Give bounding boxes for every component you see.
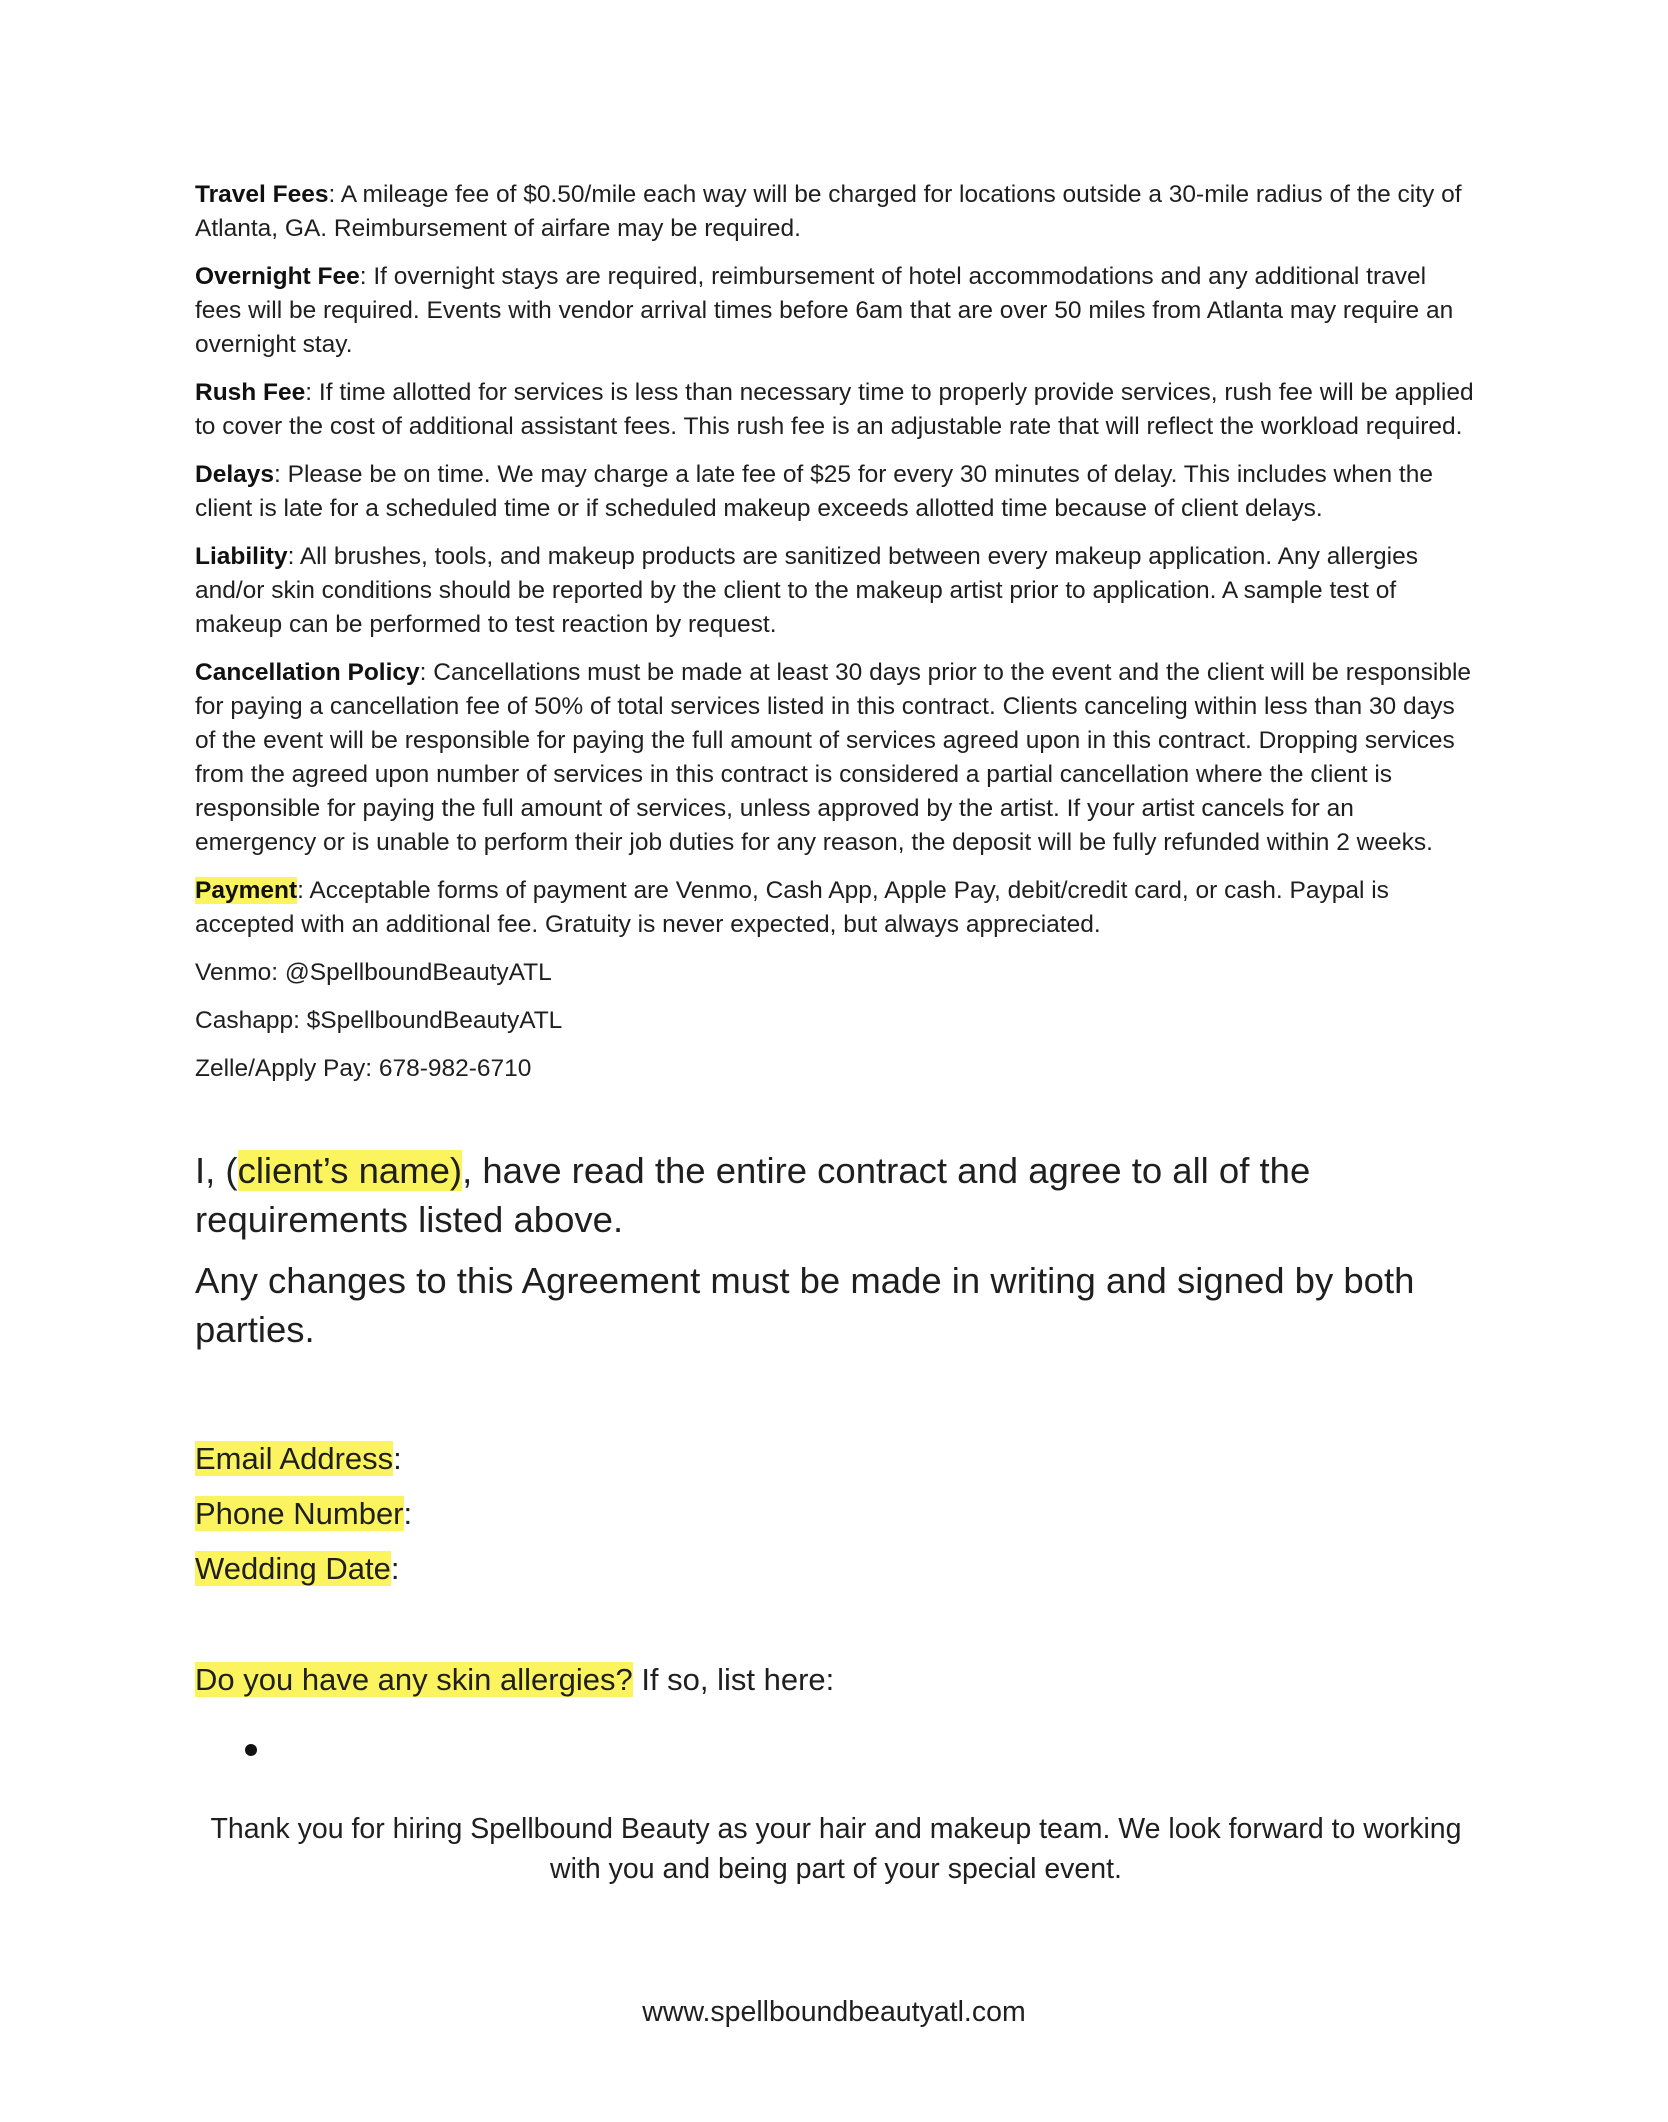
clause-title: Overnight Fee [195, 263, 360, 290]
allergies-question [195, 1659, 1477, 1700]
clause-text: : If time allotted for services is less than necessary time to properly provide services, rush fee will be applied to cover the cost of additional assistant fees. This rush fee is an adjustable rate that will reflect the workload required. [195, 379, 1474, 440]
payment-title: Payment [195, 877, 298, 904]
client-fields [195, 1438, 1477, 1589]
clause-delays [195, 458, 1477, 526]
clause-text: : Please be on time. We may charge a late fee of $25 for every 30 minutes of delay. This includes when the client is late for a scheduled time or if scheduled makeup exceeds allotted time because of client delays. [195, 461, 1433, 522]
venmo-handle: Venmo: @SpellboundBeautyATL [195, 959, 552, 986]
clause-title: Travel Fees [195, 181, 329, 208]
field-colon: : [390, 1551, 400, 1586]
zelle-phone: Zelle/Apply Pay: 678-982-6710 [195, 1055, 532, 1082]
field-colon: : [403, 1496, 413, 1531]
clause-title: Delays [195, 461, 275, 488]
clause-rush-fee [195, 376, 1477, 444]
clause-title: Cancellation Policy [195, 659, 420, 686]
agreement-statement [195, 1146, 1477, 1244]
website-link[interactable]: www.spellboundbeautyatl.com [642, 1996, 1026, 2028]
clause-text: : Cancellations must be made at least 30 days prior to the event and the client will be responsible for paying a cancellation fee of 50% of total services listed in this contract. Clients canceling within less than 30 days of the event will be responsible for paying the full amount of services agreed upon in this contract. Dropping services from the agreed upon number of services in this contract is considered a partial cancellation where the client is responsible for paying the full amount of services, unless approved by the artist. If your artist cancels for an emergency or is unable to perform their job duties for any reason, the deposit will be fully refunded within 2 weeks. [195, 659, 1472, 856]
wedding-date-field [195, 1548, 1477, 1589]
clause-title: Rush Fee [195, 379, 306, 406]
clause-payment [195, 874, 1477, 942]
phone-label: Phone Number [195, 1496, 404, 1531]
email-field [195, 1438, 1477, 1479]
email-label: Email Address [195, 1441, 394, 1476]
agreement-suffix: , have read the entire contract and agree to all of the requirements listed above. [195, 1150, 1311, 1240]
phone-field [195, 1493, 1477, 1534]
client-name-placeholder: client’s name) [237, 1150, 463, 1191]
clause-cancellation-policy [195, 656, 1477, 860]
cashapp-handle: Cashapp: $SpellboundBeautyATL [195, 1007, 563, 1034]
contract-page [195, 178, 1477, 1918]
allergies-instruction: If so, list here: [632, 1662, 835, 1697]
payment-text: : Acceptable forms of payment are Venmo, Cash App, Apple Pay, debit/credit card, or cash. Paypal is accepted with an additional fee. Gratuity is never expected, but always appreciated. [195, 877, 1389, 938]
wedding-date-label: Wedding Date [195, 1551, 391, 1586]
clause-title: Liability [195, 543, 288, 570]
allergies-question-text: Do you have any skin allergies? [195, 1662, 633, 1697]
agreement-prefix: I, ( [195, 1150, 238, 1191]
clause-liability [195, 540, 1477, 642]
field-colon: : [393, 1441, 402, 1476]
clause-travel-fees [195, 178, 1477, 246]
clause-text: : A mileage fee of $0.50/mile each way will be charged for locations outside a 30-mile radius of the city of Atlanta, GA. Reimbursement of airfare may be required. [195, 181, 1462, 242]
clause-text: : If overnight stays are required, reimbursement of hotel accommodations and any additional travel fees will be required. Events with vendor arrival times before 6am that are over 50 miles from Atlanta may require an overnight stay. [195, 263, 1454, 358]
allergies-list [195, 1731, 1477, 1765]
thank-you-message: Thank you for hiring Spellbound Beauty as your hair and makeup team. We look forward to working with you and being part of your special event. [210, 1813, 1462, 1885]
clause-text: : All brushes, tools, and makeup products are sanitized between every makeup application. Any allergies and/or skin conditions should be reported by the client to the makeup artist prior to application. A sample test of makeup can be performed to test reaction by request. [195, 543, 1418, 638]
clause-overnight-fee [195, 260, 1477, 362]
changes-statement: Any changes to this Agreement must be made in writing and signed by both parties. [195, 1260, 1415, 1350]
bullet-icon [245, 1744, 257, 1756]
